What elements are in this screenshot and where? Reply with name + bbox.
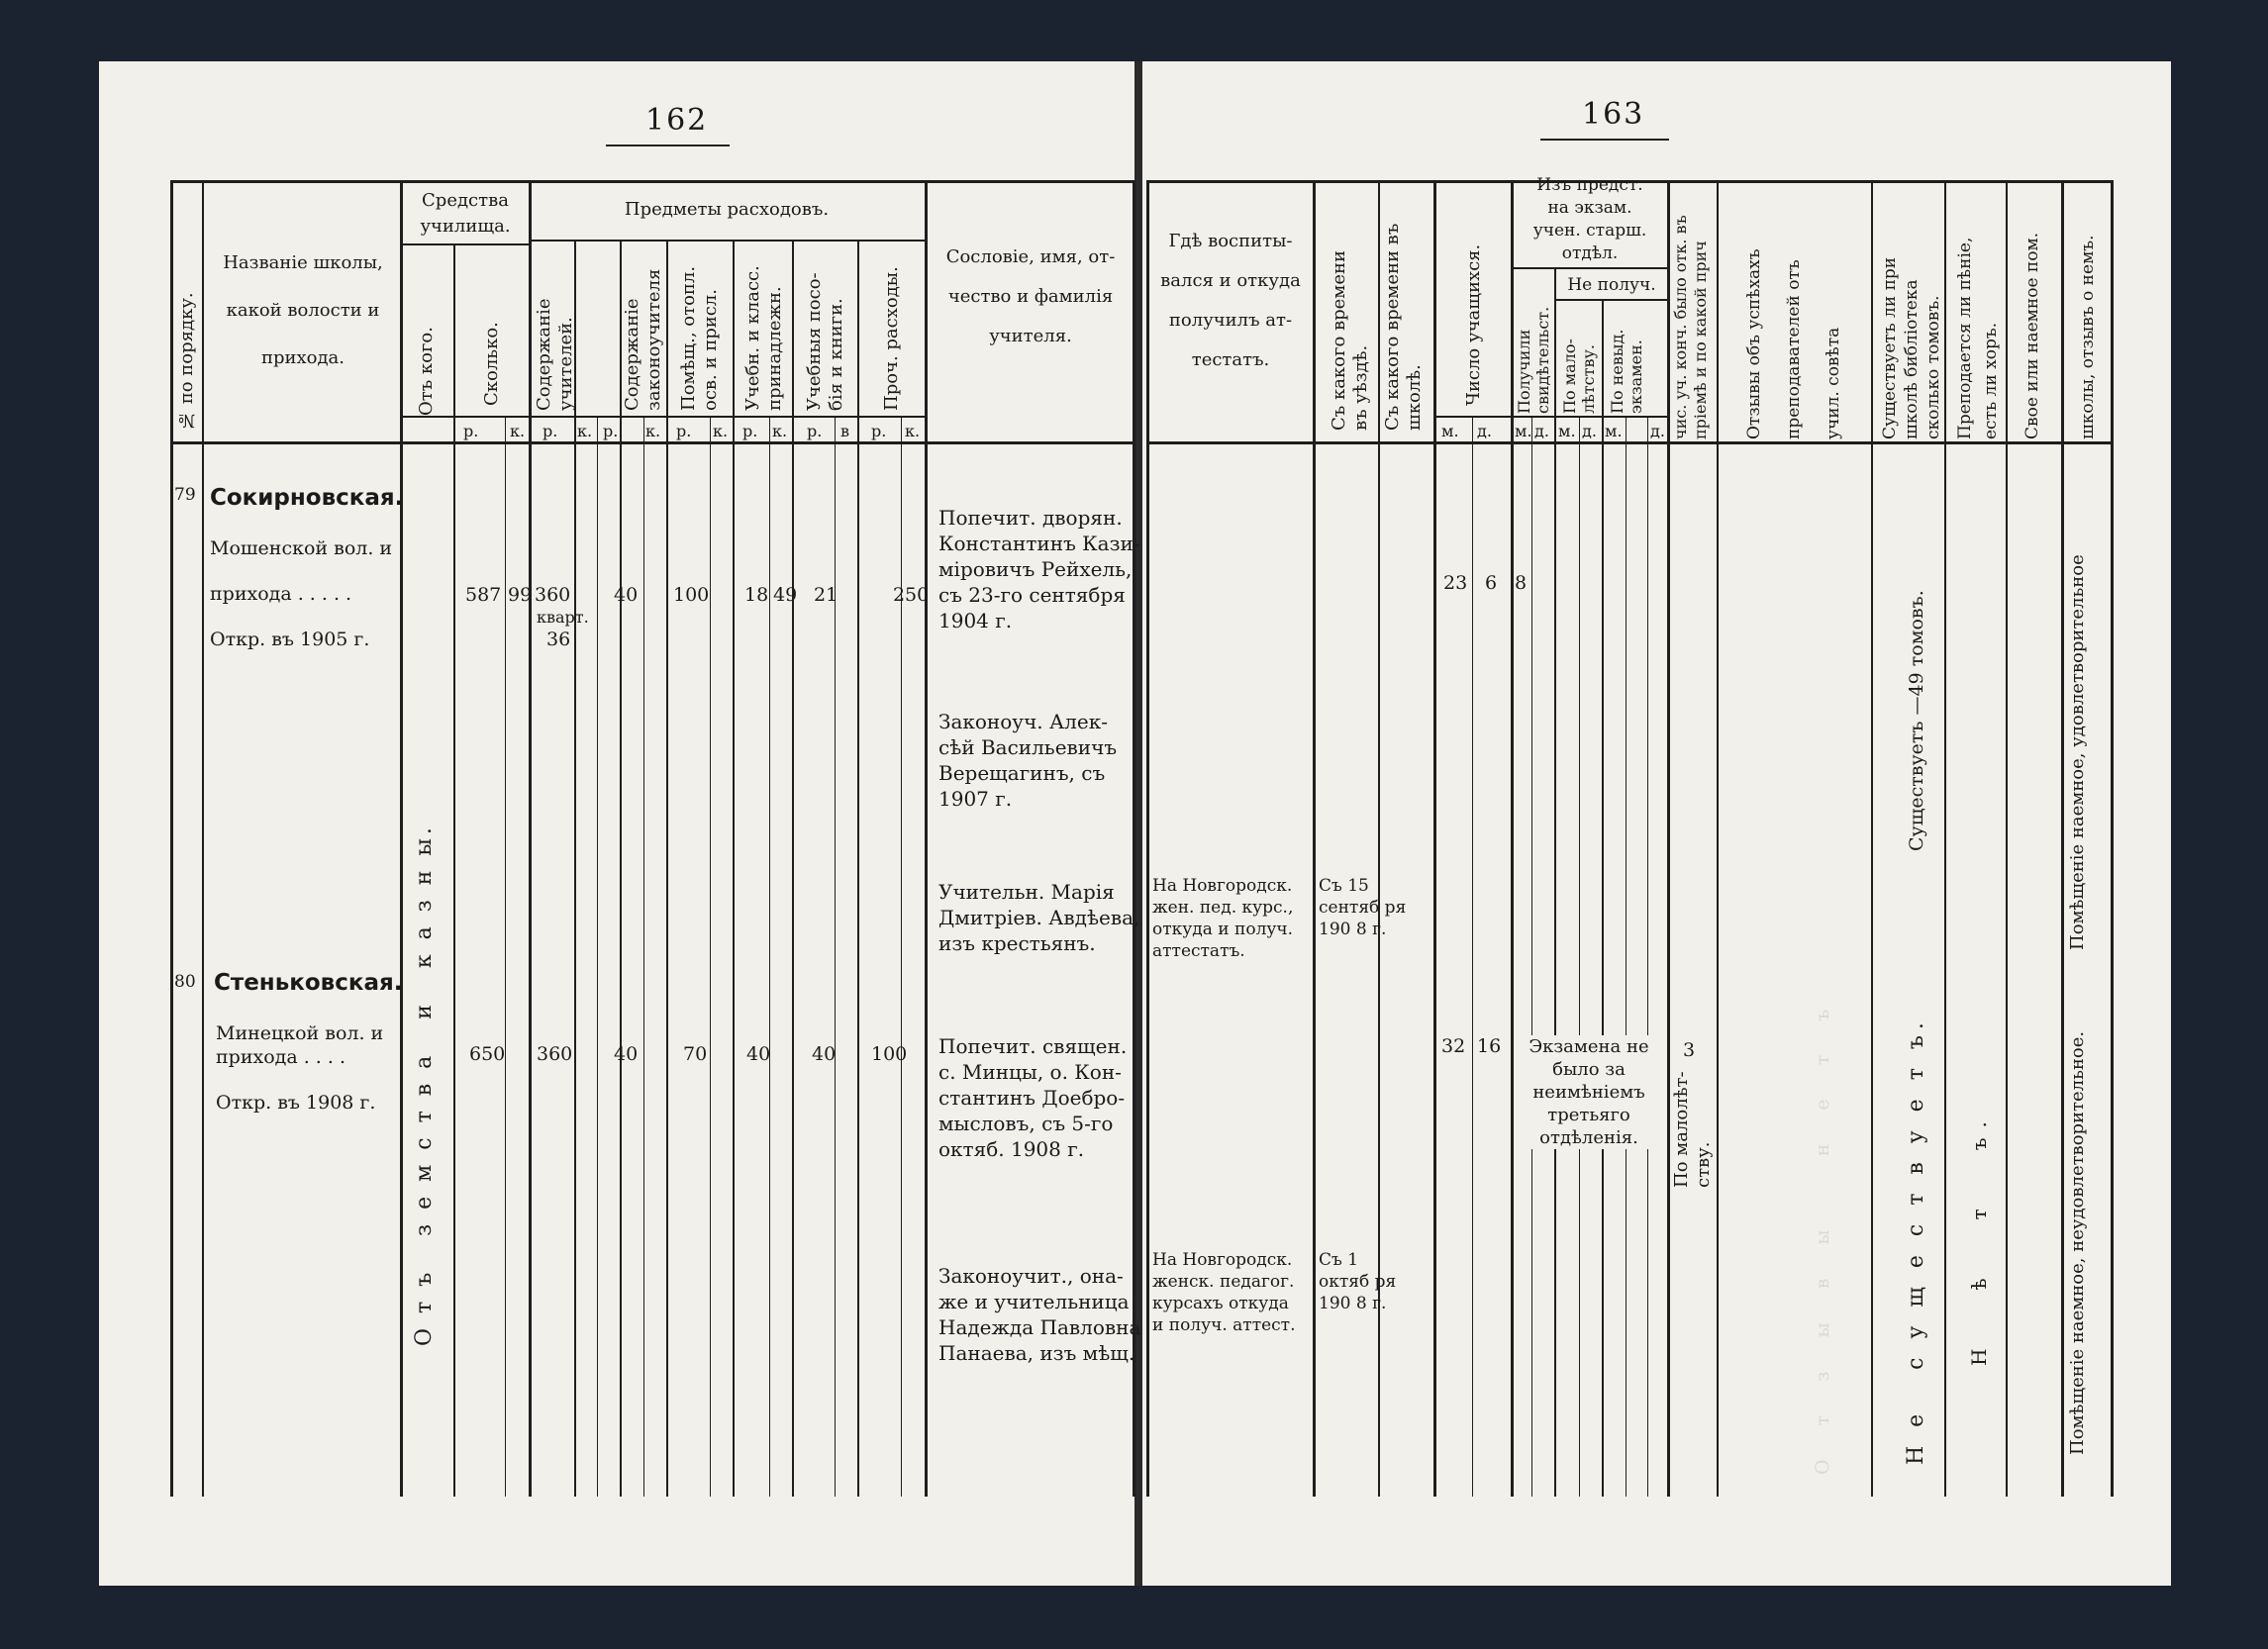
col-line — [666, 240, 668, 1497]
col-line — [1472, 416, 1473, 1497]
col-line — [1511, 180, 1514, 1497]
row-79-other-r: 2 — [893, 584, 906, 606]
header-singing: Преподается ли пѣніе, есть ли хоръ. — [1955, 237, 2001, 439]
m-label: м. — [1441, 422, 1459, 440]
col-line — [505, 416, 506, 1497]
kop-short-label: в — [840, 422, 850, 440]
reviews-none: Н е с у щ е с т в у е т ъ. — [1904, 1017, 1928, 1465]
row-79-opened: Откр. въ 1905 г. — [210, 629, 370, 650]
premises-79: Помѣщеніе наемное, удовлетворительное — [2067, 554, 2088, 950]
col-line — [1433, 180, 1436, 1497]
header-other: Проч. расходы. — [881, 266, 902, 411]
col-line — [170, 180, 173, 1497]
col-line — [1313, 180, 1316, 1497]
header-class-items: Учебн. и класс. принадлежн. — [742, 265, 785, 411]
row-79-volost: Мошенской вол. и — [210, 537, 393, 559]
header-reviews: Отзывы объ успѣхахъ преподавателей отъ учил. совѣта — [1744, 248, 1843, 439]
row-80-amount-r: 650 — [469, 1043, 506, 1065]
header-school-name: Названіе школы, какой волости и прихода. — [223, 252, 383, 368]
col-line — [1531, 416, 1532, 1497]
exam-group-rule — [1511, 267, 1667, 269]
row-79-number: 79 — [174, 485, 196, 505]
d-label: д. — [1477, 422, 1492, 440]
header-textbooks: Учебныя посо- бія и книги. — [804, 272, 846, 411]
col-line — [792, 240, 794, 1497]
rub-label: р. — [871, 422, 887, 440]
col-line — [529, 180, 532, 1497]
page-number-rule-left — [606, 145, 730, 146]
col-line — [1602, 299, 1604, 1497]
header-feedback: школы, отзывъ о немъ. — [2078, 235, 2098, 439]
col-line — [2006, 180, 2008, 1497]
header-funds: Средства училища. — [420, 190, 511, 237]
header-how-much: Сколько. — [481, 322, 502, 406]
row-79-quarters: кварт. — [537, 608, 589, 627]
rub-label: р. — [542, 422, 558, 440]
rk-rule-left — [400, 416, 925, 418]
header-not-got: Не получ. — [1567, 275, 1656, 295]
rub-label: р. — [742, 422, 758, 440]
row-80-teachers-r: 360 — [537, 1043, 573, 1065]
header-bottom-rule-right — [1146, 441, 2113, 444]
col-line — [2111, 180, 2114, 1497]
row-79-since: Съ 15 сентяб ря 190 8 г. — [1319, 876, 1407, 939]
m-label: м. — [1515, 422, 1532, 440]
expenses-rule — [529, 240, 925, 242]
col-line — [453, 243, 455, 1497]
col-line — [1554, 267, 1556, 1497]
row-80-number: 80 — [174, 972, 196, 992]
library-79: Существуетъ —49 томовъ. — [1906, 590, 1927, 851]
header-teacher-info: Сословіе, имя, от- чество и фамилія учителя. — [945, 246, 1116, 346]
header-expenses: Предметы расходовъ. — [624, 199, 830, 220]
row-80-law: 40 — [614, 1043, 639, 1065]
kop-label: к. — [577, 422, 593, 440]
row-79-quarters-sum: 36 — [546, 629, 571, 650]
col-line — [574, 240, 576, 1497]
rub-label: р. — [603, 422, 619, 440]
col-line — [1871, 180, 1873, 1497]
row-79-education: На Новгородск. жен. пед. курс., откуда и получ. аттестатъ. — [1152, 876, 1294, 961]
row-80-law-teacher: Законоучит., она- же и учительница Надежда Павловна Панаева, изъ мѣщ. — [938, 1264, 1141, 1365]
col-line — [1647, 416, 1648, 1497]
row-80-dropped-reason: По малолѣт- ству. — [1671, 1071, 1714, 1188]
row-80-parish: прихода . . . . — [216, 1046, 345, 1068]
row-79-amount-k: 99 — [508, 584, 533, 606]
kop-label: к. — [772, 422, 788, 440]
row-80-premises: 70 — [683, 1043, 708, 1065]
header-since-school: Съ какого времени въ школѣ. — [1382, 223, 1425, 431]
d-label: д. — [1650, 422, 1665, 440]
rub-label: р. — [463, 422, 479, 440]
row-80-opened: Откр. въ 1908 г. — [216, 1092, 376, 1114]
header-law-teacher-pay: Содержаніе законоучителя — [622, 268, 664, 411]
funds-rule — [400, 243, 529, 245]
not-got-rule — [1554, 299, 1667, 301]
col-line — [857, 240, 859, 1497]
row-79-law-teacher: Законоуч. Алек- сѣй Васильевичъ Верещагинъ, съ 1907 г. — [938, 710, 1118, 811]
md-rule — [1433, 416, 1667, 418]
row-80-since: Съ 1 октяб ря 190 8 г. — [1319, 1250, 1397, 1313]
header-since-uezd: Съ какого времени въ уѣздѣ. — [1329, 250, 1371, 431]
page-number-right: 163 — [1582, 97, 1645, 132]
col-line — [1717, 180, 1719, 1497]
kop-label: к. — [510, 422, 526, 440]
col-line — [835, 416, 836, 1497]
row-79-class: 18 — [744, 584, 769, 606]
row-79-school-name: Сокирновская. — [210, 485, 404, 511]
header-library: Существуетъ ли при школѣ библіотека сколько томовъ. — [1880, 256, 1943, 439]
m-label: м. — [1605, 422, 1623, 440]
reviews-column-text: О т з ы в ы н е т ъ — [1812, 995, 1833, 1475]
col-line — [925, 180, 928, 1497]
header-premises: Помѣщ., отопл. осв. и присл. — [678, 265, 721, 411]
col-line — [2061, 180, 2064, 1497]
row-79-amount-r: 587 — [465, 584, 502, 606]
header-from-whom: Отъ кого. — [416, 327, 437, 416]
col-line — [1146, 180, 1149, 1497]
row-79-students-m: 23 — [1443, 572, 1468, 594]
row-79-parish: прихода . . . . . — [210, 583, 352, 605]
funds-source-zemstvo: О т ъ з е м с т в а и к а з н ы. — [412, 824, 437, 1346]
col-line — [710, 416, 711, 1497]
header-exam-group: Изъ предст. на экзам. учен. старш. отдѣл. — [1532, 175, 1647, 263]
row-79-got-cert: 8 — [1515, 572, 1528, 594]
col-line — [769, 416, 770, 1497]
kop-label: к. — [905, 422, 921, 440]
premises-80: Помѣщеніе наемное, неудовлетворительное. — [2067, 1030, 2088, 1455]
table-top-rule-left — [170, 180, 1135, 183]
header-no-show: По невыд. экзамен. — [1608, 329, 1645, 414]
row-80-students-d: 16 — [1477, 1035, 1502, 1057]
header-got-cert: Получили свидѣтельст. — [1515, 306, 1552, 414]
rub-label: р. — [807, 422, 823, 440]
header-dropped: чис. уч. конч. было отк. въ пріемѣ и по какой прич — [1671, 215, 1710, 439]
rub-label: р. — [676, 422, 692, 440]
row-80-volost: Минецкой вол. и — [216, 1022, 384, 1044]
singing-79: Н ѣ т ъ. — [1967, 1112, 1991, 1366]
col-line — [1579, 416, 1580, 1497]
page-number-rule-right — [1540, 139, 1669, 141]
col-line — [643, 416, 644, 1497]
row-79-class-k: 49 — [773, 584, 798, 606]
header-underage: По мало- лѣтству. — [1560, 339, 1598, 414]
col-line — [733, 240, 735, 1497]
col-line — [901, 416, 902, 1497]
kop-label: к. — [713, 422, 729, 440]
d-label: д. — [1534, 422, 1549, 440]
row-80-students-m: 32 — [1441, 1035, 1466, 1057]
header-premises-own: Свое или наемное пом. — [2022, 232, 2042, 439]
col-line — [597, 416, 598, 1497]
col-line — [620, 240, 622, 1497]
row-80-other-r: 100 — [871, 1043, 908, 1065]
header-order: № по порядку. — [176, 292, 197, 431]
row-80-school-name: Стеньковская. — [214, 970, 403, 996]
row-80-education: На Новгородск. женск. педагог. курсахъ откуда и получ. аттест. — [1152, 1250, 1296, 1335]
m-label: м. — [1558, 422, 1576, 440]
row-80-exam-note: Экзамена не было за неимѣніемъ третьяго отдѣленія. — [1515, 1035, 1663, 1149]
col-line — [1626, 416, 1627, 1497]
row-79-trustee: Попечит. дворян. Константинъ Кази- міровичъ Рейхель, съ 23-го сентября 1904 г. — [938, 506, 1140, 632]
col-line — [202, 180, 204, 1497]
row-79-teacher: Учительн. Марія Дмитріев. Авдѣева, изъ крестьянъ. — [938, 880, 1140, 955]
row-80-trustee: Попечит. священ. с. Минцы, о. Кон- стантинъ Доебро- мысловъ, съ 5-го октяб. 1908 г. — [938, 1034, 1128, 1161]
header-education: Гдѣ воспиты- вался и откуда получилъ ат- тестатъ. — [1160, 231, 1301, 370]
row-80-books: 40 — [812, 1043, 837, 1065]
col-line — [400, 180, 403, 1497]
header-teachers-pay: Содержаніе учителей. — [534, 298, 576, 411]
row-79-teachers-r: 360 — [535, 584, 571, 606]
row-79-students-d: 6 — [1485, 572, 1498, 594]
header-students: Число учащихся. — [1463, 243, 1484, 406]
col-line — [1667, 180, 1670, 1497]
kop-label: к. — [645, 422, 661, 440]
row-79-books: 21 — [814, 584, 838, 606]
row-80-dropped-count: 3 — [1683, 1039, 1696, 1061]
page-number-left: 162 — [645, 103, 709, 138]
row-79-premises: 100 — [673, 584, 710, 606]
d-label: д. — [1582, 422, 1597, 440]
row-79-law: 40 — [614, 584, 639, 606]
row-80-class: 40 — [746, 1043, 771, 1065]
row-79-other-k: 50 — [905, 584, 930, 606]
col-line — [1944, 180, 1946, 1497]
